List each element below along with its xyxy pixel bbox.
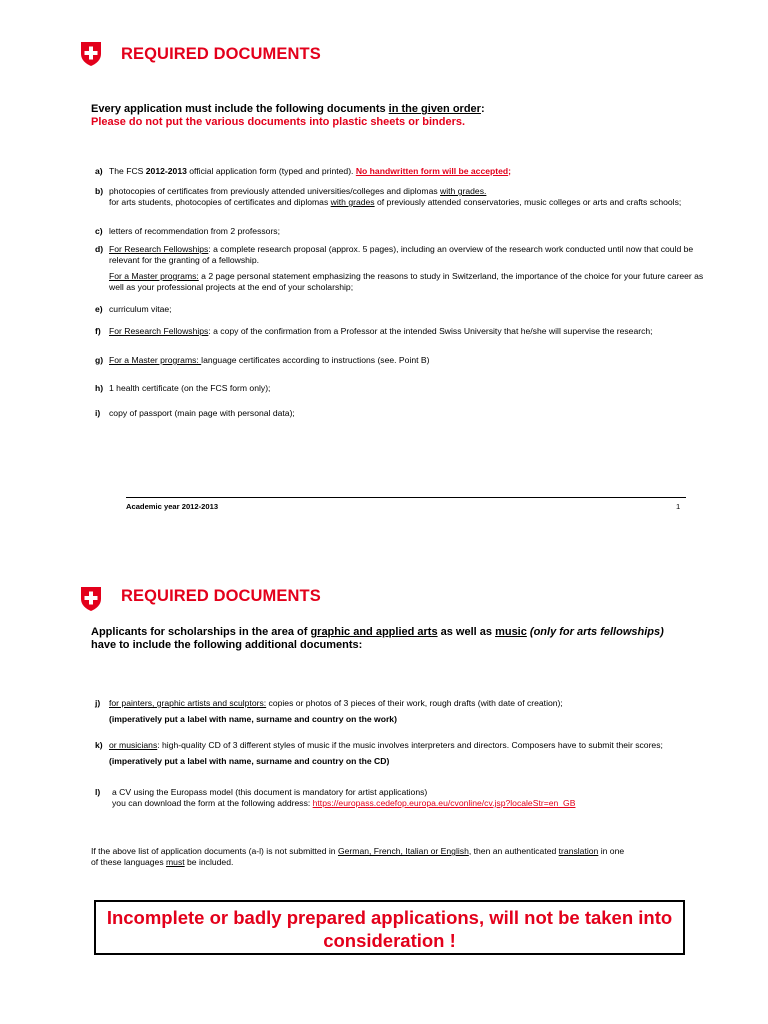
footer-academic-year: Academic year 2012-2013 xyxy=(126,502,219,511)
page-title: REQUIRED DOCUMENTS xyxy=(121,587,321,605)
swiss-cross-shield-icon xyxy=(80,41,102,67)
language-note: If the above list of application documents (a-l) is not submitted in German, French, Italian or English, then an authenticated translation in one of these languages must be included. xyxy=(91,846,625,867)
intro-warning: Please do not put the various documents into plastic sheets or binders. xyxy=(91,116,466,128)
page-number: 1 xyxy=(676,502,681,511)
intro: Every application must include the following documents in the given order: Please do not put the various documents into plastic sheets or binders. xyxy=(91,103,691,129)
europass-link[interactable]: https://europass.cedefop.europa.eu/cvonline/cv.jsp?localeStr=en_GB xyxy=(312,798,576,808)
swiss-cross-shield-icon xyxy=(80,586,102,612)
page-title: REQUIRED DOCUMENTS xyxy=(121,45,321,63)
intro: Applicants for scholarships in the area of graphic and applied arts as well as music (only for arts fellowships) have to include the following additional documents: xyxy=(91,626,664,651)
footer-rule xyxy=(126,497,686,498)
warning-box xyxy=(94,900,685,955)
warning-text: Incomplete or badly prepared applications, will not be taken into consideration ! xyxy=(106,907,673,951)
